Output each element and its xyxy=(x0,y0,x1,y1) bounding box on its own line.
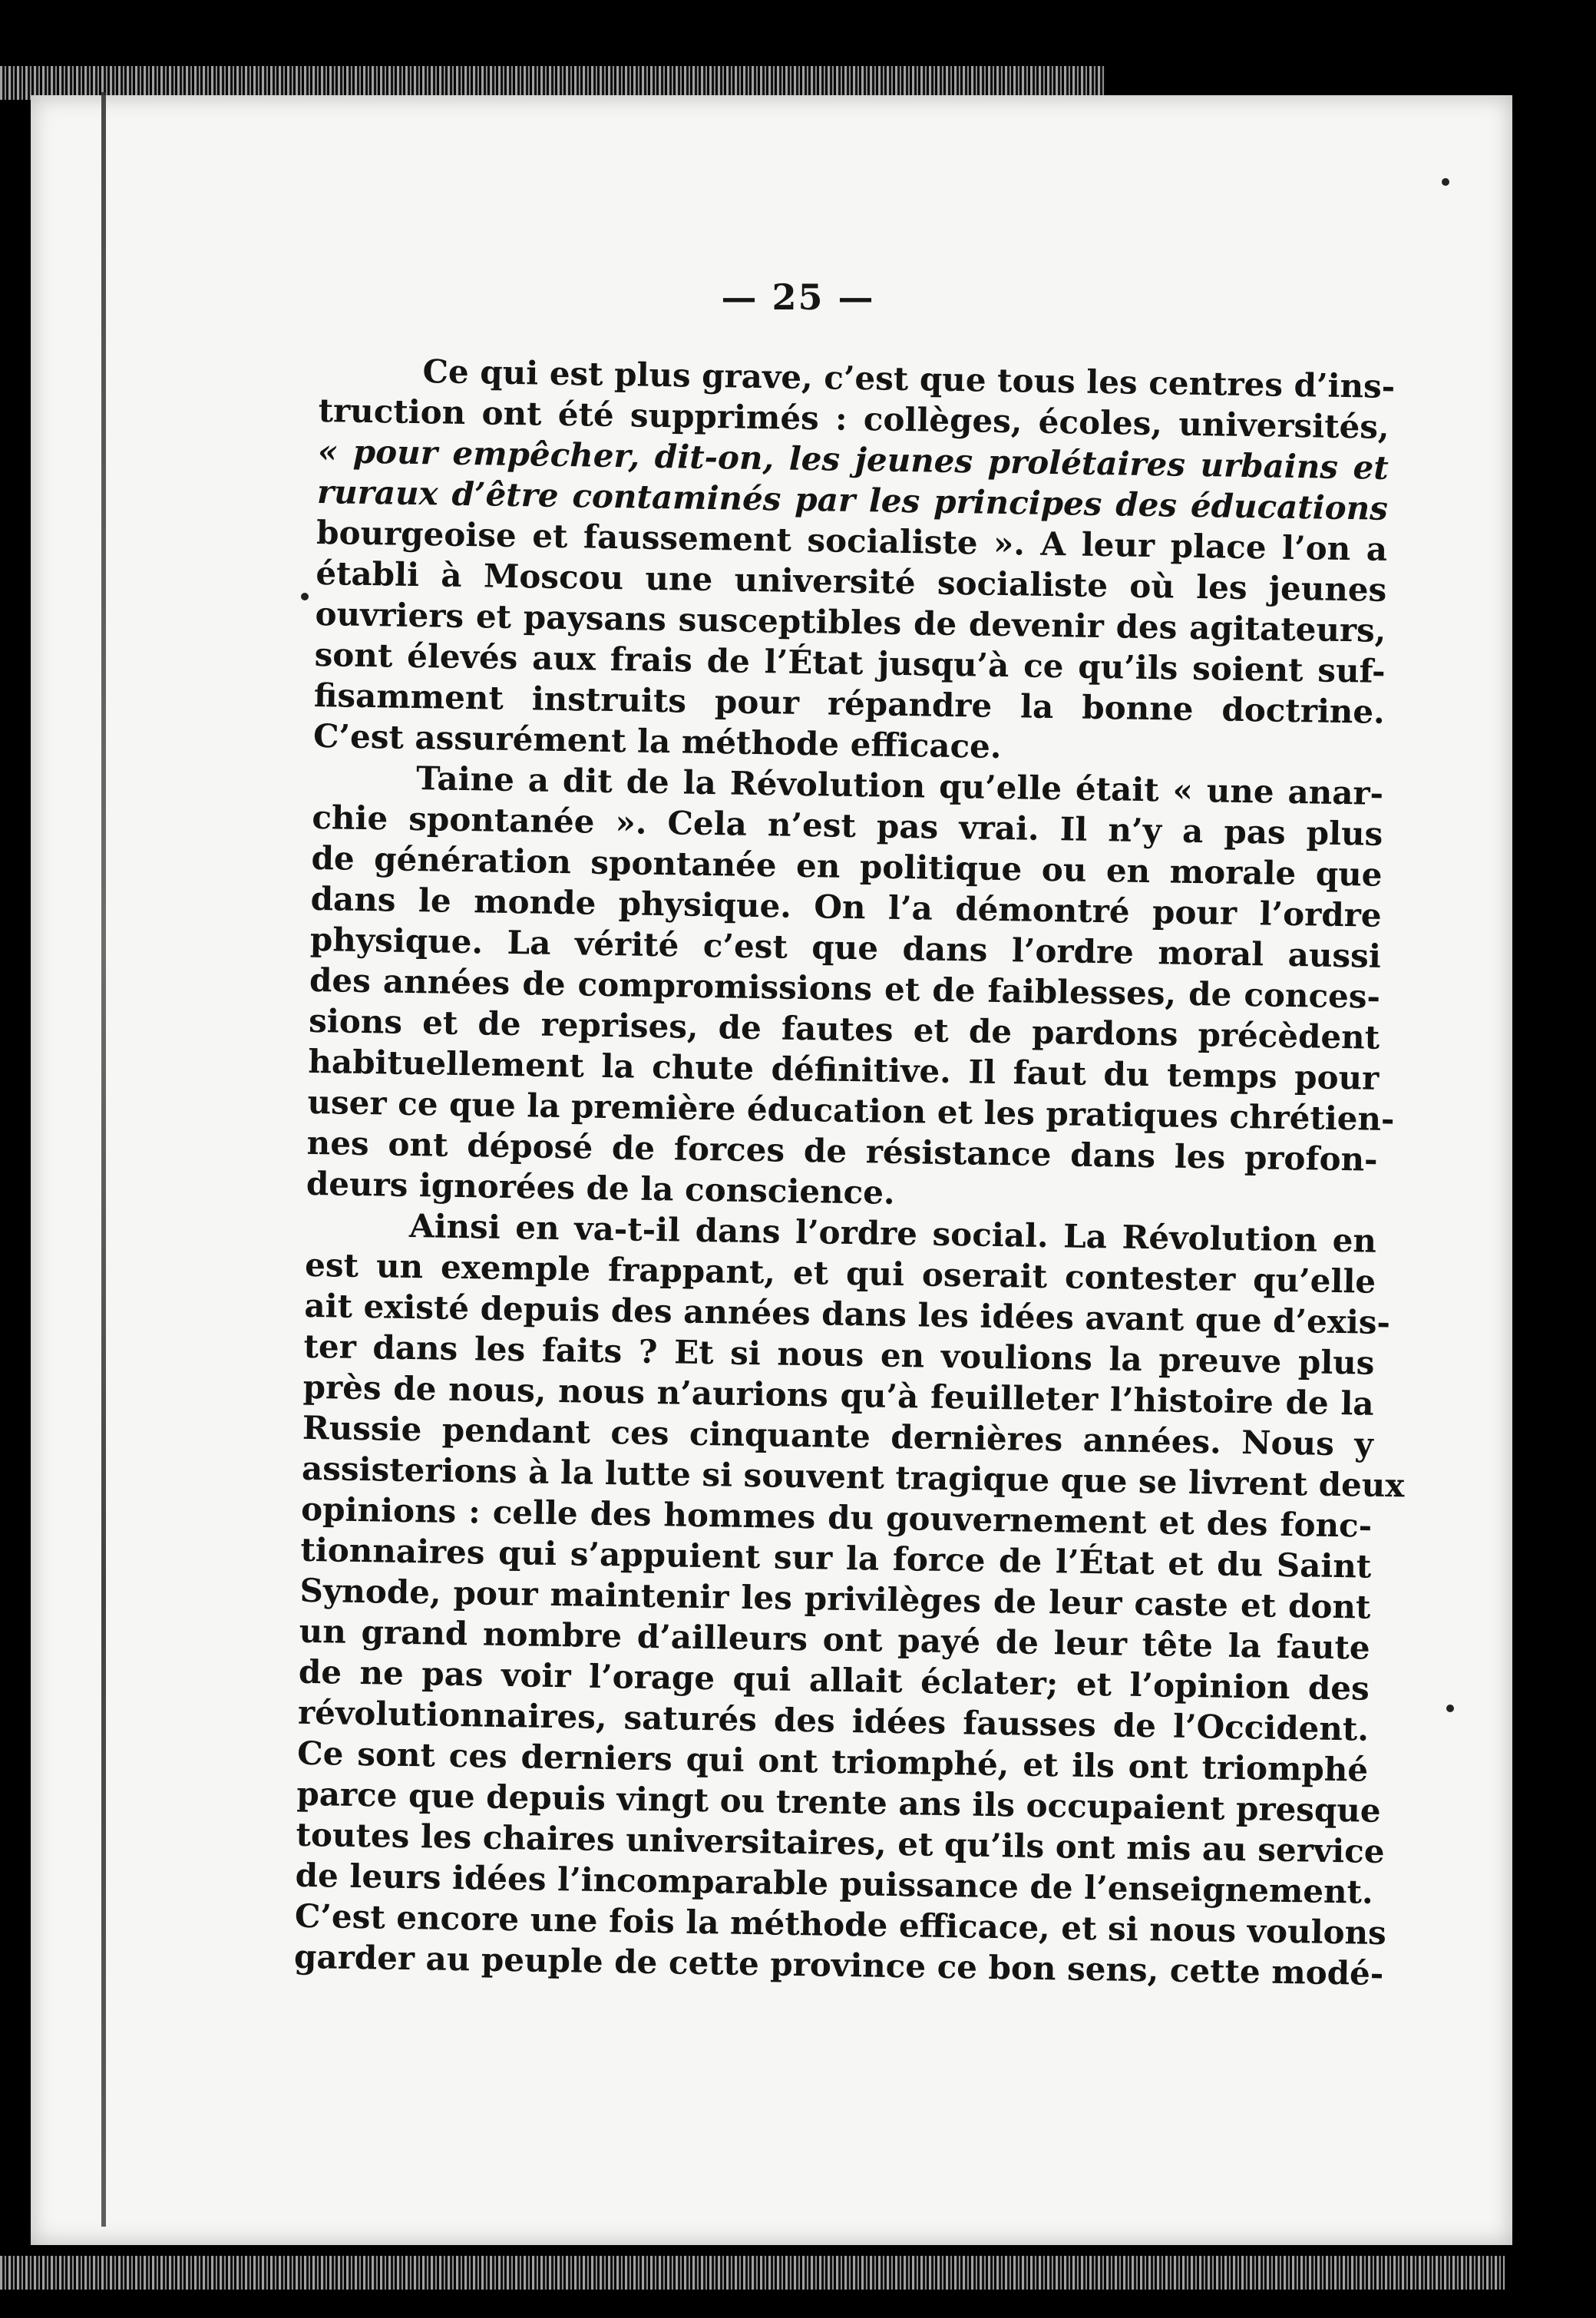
margin-mark xyxy=(1442,178,1449,186)
page-binding-edge xyxy=(101,92,106,2227)
text-line: ouvriers et paysans susceptibles de devenir des agitateurs, xyxy=(315,594,1386,650)
text-line: assisterions à la lutte si souvent tragique que se livrent deux xyxy=(301,1449,1405,1505)
paragraph xyxy=(312,349,1396,773)
text-line: Ce qui est plus grave, c’est que tous les centres d’ins- xyxy=(422,352,1396,406)
text-line: ruraux d’être contaminés par les principes des éducations xyxy=(316,472,1389,527)
text-line: des années de compromissions et de faiblesses, de conces- xyxy=(309,961,1381,1016)
text-line: établi à Moscou une université socialiste où les jeunes xyxy=(316,554,1387,609)
text-line: un grand nombre d’ailleurs ont payé de leur tête la faute xyxy=(299,1612,1370,1667)
text-line: « pour empêcher, dit-on, les jeunes prolétaires urbains et xyxy=(317,432,1389,487)
text-line: de génération spontanée en politique ou en morale que xyxy=(311,838,1383,894)
paragraph xyxy=(306,756,1395,1221)
margin-mark xyxy=(301,593,309,600)
text-line: garder au peuple de cette province ce bon sens, cette modé- xyxy=(293,1937,1384,1993)
text-line: physique. La vérité c’est que dans l’ordre moral aussi xyxy=(309,920,1382,975)
text-line: Synode, pour maintenir les privilèges de leur caste et dont xyxy=(299,1571,1371,1626)
text-line: de leurs idées l’incomparable puissance de l’enseignement. xyxy=(295,1856,1374,1911)
text-line: toutes les chaires universitaires, et qu’ils ont mis au service xyxy=(296,1815,1385,1871)
text-line: Ce sont ces derniers qui ont triomphé, et ils ont triomphé xyxy=(296,1734,1369,1789)
text-line: près de nous, nous n’aurions qu’à feuilleter l’histoire de la xyxy=(302,1367,1374,1423)
text-line: dans le monde physique. On l’a démontré pour l’ordre xyxy=(310,879,1382,934)
text-line: ter dans les faits ? Et si nous en voulions la preuve plus xyxy=(303,1327,1375,1382)
text-line: de ne pas voir l’orage qui allait éclater; et l’opinion des xyxy=(298,1652,1370,1708)
text-line: opinions : celle des hommes du gouvernement et des fonc- xyxy=(300,1490,1373,1545)
margin-mark xyxy=(1446,1705,1454,1712)
film-strip-bottom xyxy=(0,2256,1505,2290)
text-line: Taine a dit de la Révolution qu’elle était « une anar- xyxy=(415,759,1384,812)
text-line: nes ont déposé de forces de résistance dans les profon- xyxy=(306,1123,1378,1179)
text-line: truction ont été supprimés : collèges, écoles, universités, xyxy=(318,391,1389,446)
text-line: ait existé depuis des années dans les idées avant que d’exis- xyxy=(304,1286,1391,1342)
text-line: Russie pendant ces cinquante dernières années. Nous y xyxy=(302,1408,1374,1463)
text-line: parce que depuis vingt ou trente ans ils occupaient presque xyxy=(296,1774,1381,1830)
page-number: — 25 — xyxy=(721,276,875,318)
paragraph xyxy=(293,1204,1405,1994)
text-line: sont élevés aux frais de l’État jusqu’à ce qu’ils soient suf- xyxy=(314,635,1386,690)
text-line: Ainsi en va-t-il dans l’ordre social. La Révolution en xyxy=(408,1206,1377,1260)
text-line: habituellement la chute définitive. Il faut du temps pour xyxy=(308,1042,1380,1097)
body-text xyxy=(293,349,1405,1994)
text-line: sions et de reprises, de fautes et de pardons précèdent xyxy=(308,1001,1380,1056)
text-line: fisamment instruits pour répandre la bonne doctrine. xyxy=(313,676,1386,731)
text-line: révolutionnaires, saturés des idées fausses de l’Occident. xyxy=(297,1693,1370,1748)
text-line: bourgeoise et faussement socialiste ». A leur place l’on a xyxy=(316,513,1388,568)
text-line: chie spontanée ». Cela n’est pas vrai. Il n’y a pas plus xyxy=(312,798,1383,853)
text-line: C’est encore une fois la méthode efficace, et si nous voulons xyxy=(294,1896,1387,1953)
page-right-shadow xyxy=(1512,95,1596,2245)
text-line: tionnaires qui s’appuient sur la force de l’État et du Saint xyxy=(300,1530,1372,1586)
text-line: C’est assurément la méthode efficace. xyxy=(312,716,1002,766)
text-line: est un exemple frappant, et qui oserait contester qu’elle xyxy=(304,1245,1376,1301)
text-line: deurs ignorées de la conscience. xyxy=(306,1164,895,1212)
text-line: user ce que la première éducation et les pratiques chrétien- xyxy=(307,1083,1395,1139)
